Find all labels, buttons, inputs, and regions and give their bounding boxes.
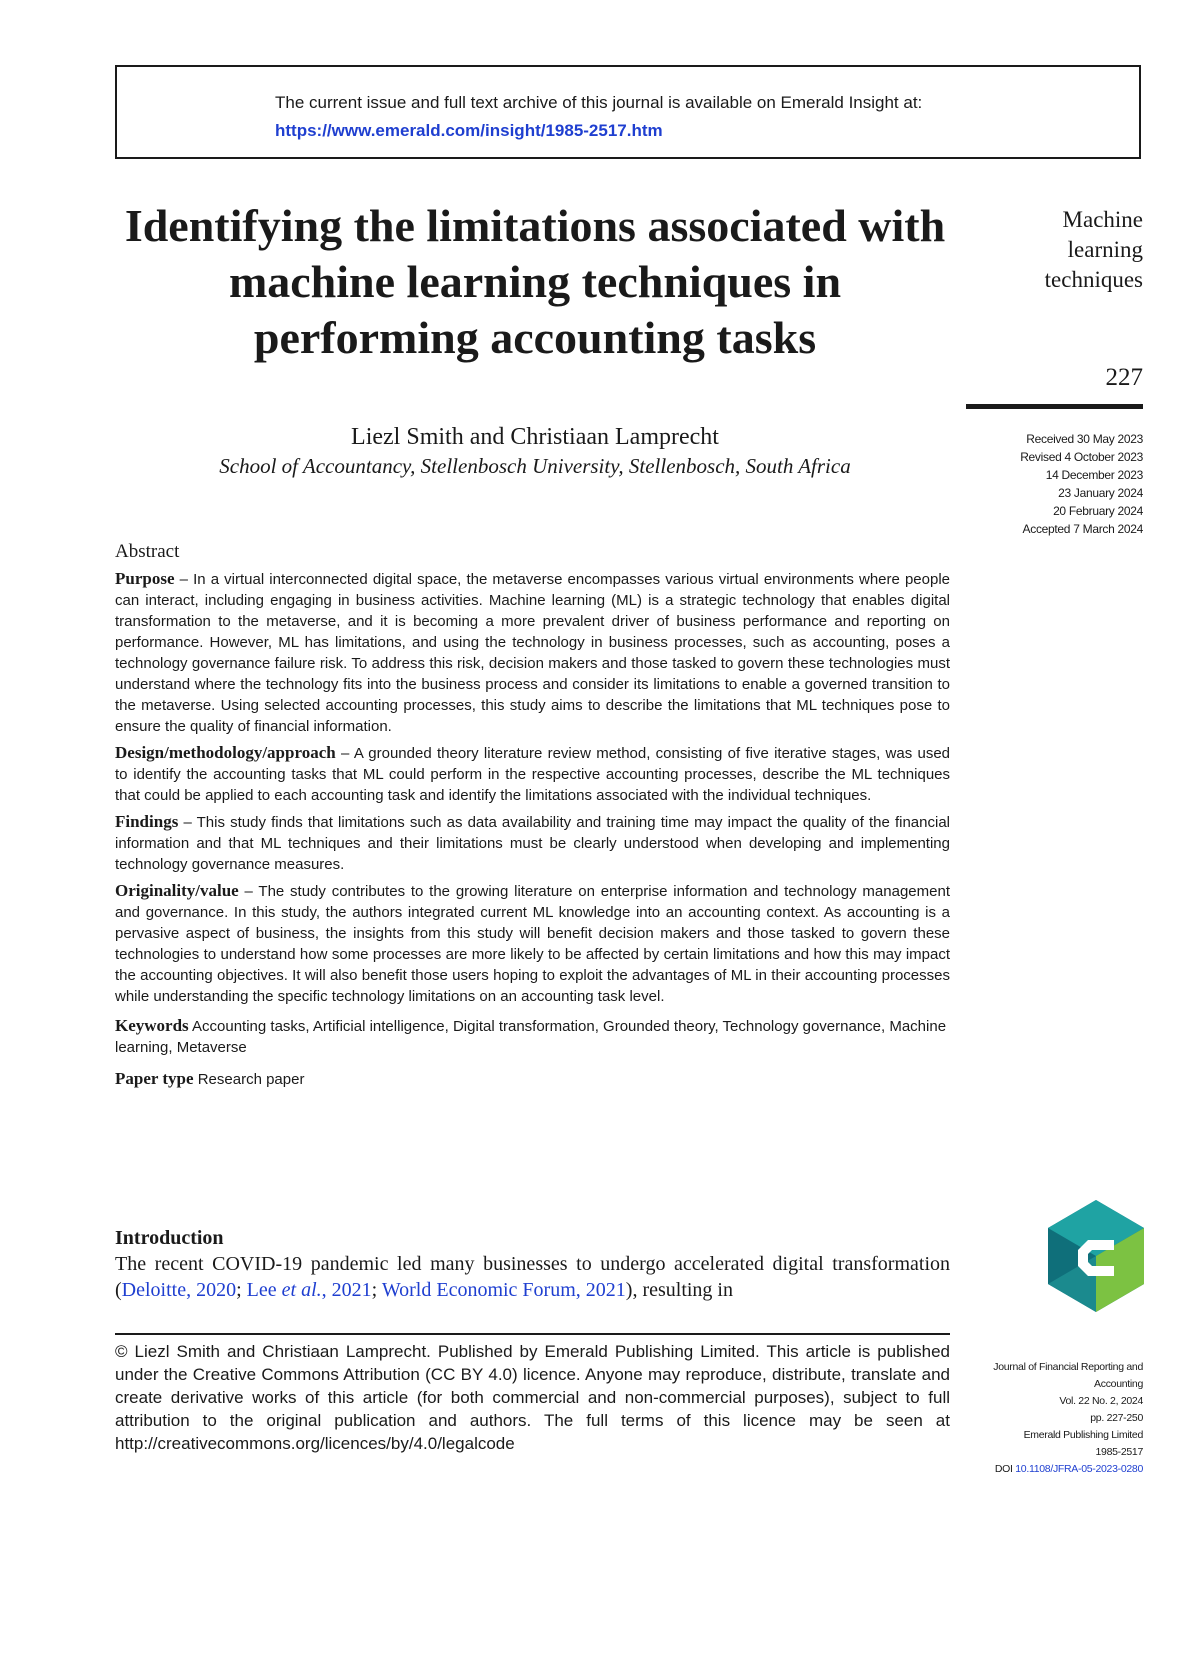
- abstract-dash: –: [179, 571, 188, 588]
- abstract-dash: –: [341, 745, 350, 762]
- doi-label: DOI: [994, 1463, 1013, 1475]
- journal-name: Journal of Financial Reporting and: [993, 1361, 1143, 1373]
- doi-link[interactable]: 10.1108/JFRA-05-2023-0280: [1015, 1463, 1143, 1475]
- author-affiliation: School of Accountancy, Stellenbosch University, Stellenbosch, South Africa: [219, 454, 851, 478]
- running-head-line: learning: [1067, 237, 1143, 262]
- abstract-label: Originality/value: [115, 881, 239, 900]
- journal-doi: [965, 1461, 1143, 1478]
- abstract-text: This study finds that limitations such as data availability and training time may impact the quality of the financial information and that ML techniques and their limitations must be clearly understood when developing and implementing technology governance measures.: [115, 814, 950, 873]
- paper-type-value: Research paper: [197, 1071, 305, 1088]
- archive-banner: [115, 65, 1141, 159]
- abstract-dash: –: [183, 814, 192, 831]
- intro-text: The recent COVID-19 pandemic led many businesses to undergo accelerated digital transformation (: [115, 1253, 950, 1301]
- citation-lee-author: Lee: [246, 1279, 282, 1301]
- banner-text-block: [275, 89, 922, 145]
- journal-info: [965, 1359, 1143, 1478]
- crossmark-logo-icon[interactable]: [1048, 1200, 1144, 1312]
- footer-rule: [115, 1333, 950, 1335]
- keywords-text: Accounting tasks, Artificial intelligence, Digital transformation, Grounded theory, Technology governance, Machine learning, Metaverse: [115, 1018, 947, 1056]
- paper-title: Identifying the limitations associated with machine learning techniques in performing accounting tasks: [124, 200, 946, 363]
- abstract-originality: [115, 880, 950, 1007]
- journal-pages: pp. 227-250: [1090, 1412, 1143, 1424]
- paper-type-label: Paper type: [115, 1069, 194, 1088]
- keywords: [115, 1015, 950, 1058]
- citation-lee[interactable]: [247, 1279, 372, 1301]
- page-number: 227: [1105, 364, 1143, 391]
- abstract-text: A grounded theory literature review method, consisting of five iterative stages, was used to identify the accounting tasks that ML could perform in the respective accounting processes, describe the ML techniques that could be applied to each accounting task and identify the limitations associated with the individual techniques.: [115, 745, 951, 804]
- citation-separator: ;: [371, 1279, 382, 1301]
- paper-authors: Liezl Smith and Christiaan Lamprecht: [351, 424, 719, 450]
- citation-lee-etal: et al.: [281, 1279, 322, 1301]
- banner-notice: The current issue and full text archive of this journal is available on Emerald Insight at:: [275, 93, 923, 112]
- intro-text-end: ), resulting in: [625, 1279, 733, 1301]
- abstract-label: Purpose: [115, 569, 175, 588]
- article-history: [960, 430, 1143, 538]
- license-statement: © Liezl Smith and Christiaan Lamprecht. Published by Emerald Publishing Limited. This article is published under the Creative Commons Attribution (CC BY 4.0) licence. Anyone may reproduce, distribute, translate and create derivative works of this article (for both commercial and non-commercial purposes), subject to full attribution to the original publication and authors. The full terms of this licence may be seen at http://creativecommons.org/licences/by/4.0/legalcode: [115, 1342, 950, 1453]
- journal-volume: Vol. 22 No. 2, 2024: [1059, 1395, 1143, 1407]
- abstract-text: The study contributes to the growing literature on enterprise information and technology management and governance. In this study, the authors integrated current ML knowledge into an accounting context. As accounting is a pervasive aspect of business, the insights from this study will benefit decision makers and those tasked to govern these technologies to understand how some processes are more likely to be affected by certain limitations and how this may impact the accounting objectives. It will also benefit those users hoping to exploit the advantages of ML in their accounting processes while understanding the specific technology limitations on an accounting task level.: [115, 883, 950, 1005]
- citation-lee-year: , 2021: [321, 1279, 372, 1301]
- abstract-label: Findings: [115, 812, 179, 831]
- margin-rule: [966, 404, 1143, 409]
- abstract-design: [115, 742, 950, 806]
- paper-type: [115, 1068, 950, 1090]
- history-line: 20 February 2024: [1053, 504, 1143, 518]
- history-line: Revised 4 October 2023: [1020, 450, 1143, 464]
- history-line: 23 January 2024: [1058, 486, 1143, 500]
- abstract-label: Design/methodology/approach: [115, 743, 336, 762]
- journal-issn: 1985-2517: [1095, 1446, 1143, 1458]
- history-line: 14 December 2023: [1045, 468, 1143, 482]
- introduction-paragraph: [115, 1251, 950, 1303]
- history-line: Received 30 May 2023: [1026, 432, 1143, 446]
- introduction-heading: Introduction: [115, 1227, 224, 1249]
- journal-archive-link[interactable]: https://www.emerald.com/insight/1985-2517.htm: [275, 121, 663, 140]
- citation-wef[interactable]: World Economic Forum, 2021: [381, 1279, 626, 1301]
- abstract-findings: [115, 811, 950, 875]
- abstract-text: In a virtual interconnected digital space, the metaverse encompasses various virtual environments where people can interact, including engaging in business activities. Machine learning (ML) is a strategic technology that enables digital transformation to the metaverse, and it is becoming a more prevalent driver of business performance and reporting on performance. However, ML has limitations, and using the technology in business processes, such as accounting, poses a technology governance failure risk. To address this risk, decision makers and those tasked to govern these technologies must understand where the technology fits into the business process and consider its limitations to enable a governed transition to the metaverse. Using selected accounting processes, this study aims to describe the limitations that ML techniques pose to ensure the quality of financial information.: [115, 571, 950, 735]
- history-line: Accepted 7 March 2024: [1022, 522, 1143, 536]
- citation-deloitte[interactable]: Deloitte, 2020: [121, 1279, 237, 1301]
- abstract-section: [115, 540, 950, 1090]
- journal-publisher: Emerald Publishing Limited: [1023, 1429, 1143, 1441]
- citation-separator: ;: [236, 1279, 247, 1301]
- keywords-label: Keywords: [115, 1016, 189, 1035]
- running-head: [975, 205, 1143, 295]
- abstract-purpose: [115, 568, 950, 737]
- abstract-dash: –: [244, 883, 253, 900]
- running-head-line: Machine: [1062, 207, 1143, 232]
- journal-name: Accounting: [1094, 1378, 1143, 1390]
- running-head-line: techniques: [1044, 267, 1143, 292]
- abstract-heading: Abstract: [115, 541, 180, 562]
- introduction-section: [115, 1225, 950, 1303]
